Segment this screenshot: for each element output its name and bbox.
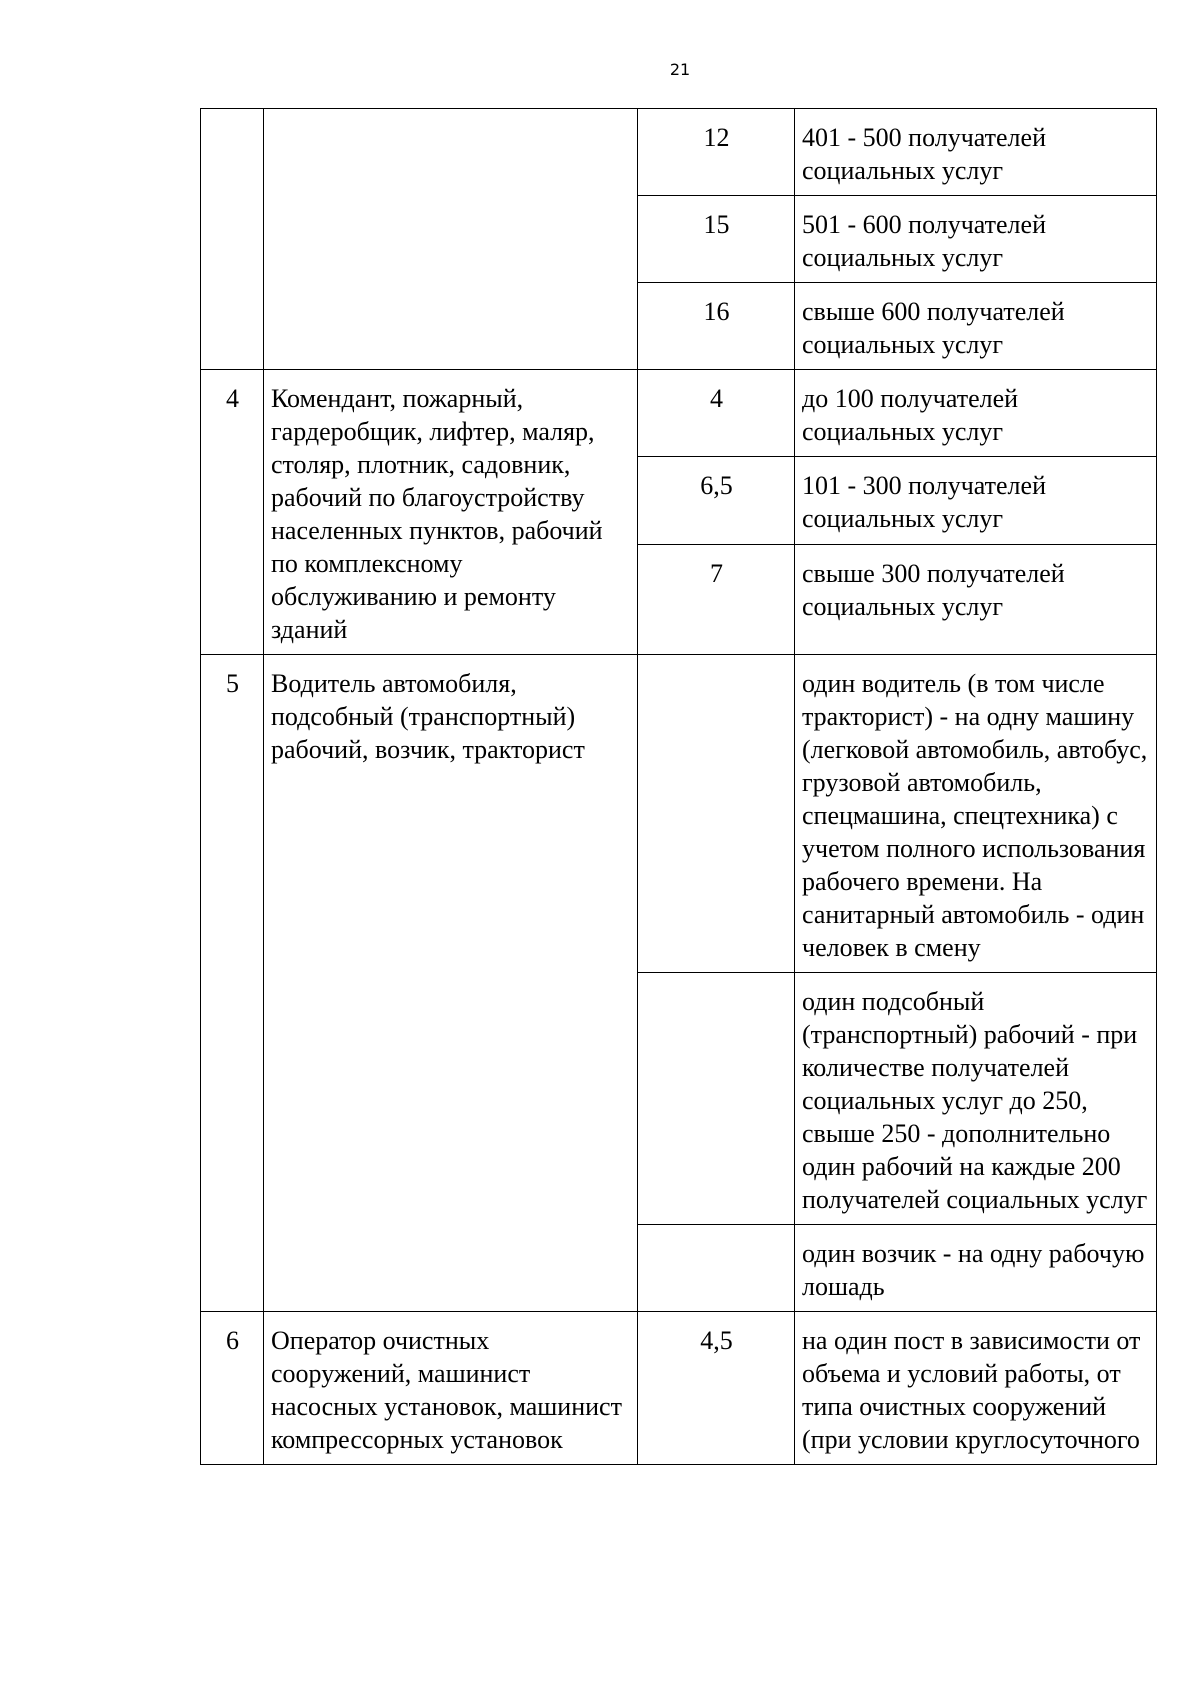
- norm-cell: [638, 655, 795, 973]
- staffing-norms-table: [200, 108, 1157, 1465]
- norm-cell: 16: [638, 283, 795, 370]
- position-cell: Оператор очистных сооружений, машинист насосных установок, машинист компрессорных установок: [264, 1312, 638, 1465]
- norm-cell: 6,5: [638, 457, 795, 544]
- table-row: [201, 1312, 1157, 1465]
- table-row: [201, 370, 1157, 457]
- condition-cell: один водитель (в том числе тракторист) - на одну машину (легковой автомобиль, автобус, грузовой автомобиль, спецмашина, спецтехника) с учетом полного использования рабочего времени. На санитарный автомобиль - один человек в смену: [795, 655, 1157, 973]
- row-number-cell: 6: [201, 1312, 264, 1465]
- norm-cell: [638, 973, 795, 1225]
- condition-cell: на один пост в зависимости от объема и условий работы, от типа очистных сооружений (при условии круглосуточного: [795, 1312, 1157, 1465]
- condition-cell: до 100 получателей социальных услуг: [795, 370, 1157, 457]
- row-number-cell: 5: [201, 655, 264, 1312]
- position-cell: [264, 109, 638, 370]
- position-cell: Водитель автомобиля, подсобный (транспортный) рабочий, возчик, тракторист: [264, 655, 638, 1312]
- row-number-cell: 4: [201, 370, 264, 655]
- page-number: 21: [669, 60, 691, 79]
- norm-cell: [638, 1225, 795, 1312]
- norm-cell: 4,5: [638, 1312, 795, 1465]
- condition-cell: 501 - 600 получателей социальных услуг: [795, 196, 1157, 283]
- condition-cell: один возчик - на одну рабочую лошадь: [795, 1225, 1157, 1312]
- table-row: [201, 109, 1157, 196]
- norm-cell: 15: [638, 196, 795, 283]
- norm-cell: 12: [638, 109, 795, 196]
- condition-cell: 401 - 500 получателей социальных услуг: [795, 109, 1157, 196]
- condition-cell: 101 - 300 получателей социальных услуг: [795, 457, 1157, 544]
- condition-cell: один подсобный (транспортный) рабочий - при количестве получателей социальных услуг до 250, свыше 250 - дополнительно один рабочий на каждые 200 получателей социальных услуг: [795, 973, 1157, 1225]
- position-cell: Комендант, пожарный, гардеробщик, лифтер, маляр, столяр, плотник, садовник, рабочий по благоустройству населенных пунктов, рабочий по комплексному обслуживанию и ремонту зданий: [264, 370, 638, 655]
- row-number-cell: [201, 109, 264, 370]
- table-row: [201, 655, 1157, 973]
- norm-cell: 7: [638, 544, 795, 654]
- condition-cell: свыше 300 получателей социальных услуг: [795, 544, 1157, 654]
- norm-cell: 4: [638, 370, 795, 457]
- condition-cell: свыше 600 получателей социальных услуг: [795, 283, 1157, 370]
